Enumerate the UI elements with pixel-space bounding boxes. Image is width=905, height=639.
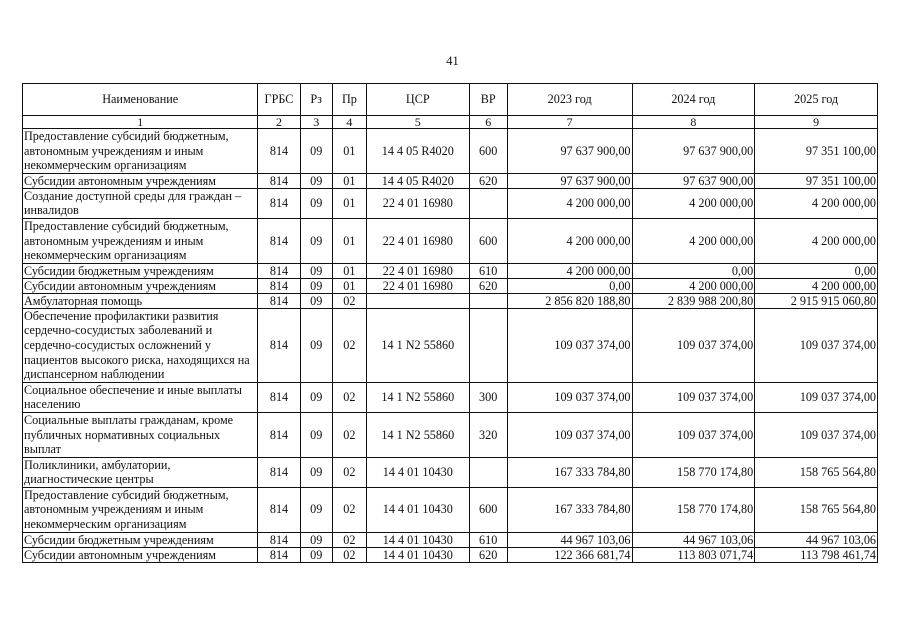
cell-2024: 113 803 071,74 [632,547,755,562]
table-row [23,457,878,487]
cell-pr: 02 [332,487,366,532]
column-number-row [23,116,878,129]
cell-grbs: 814 [258,173,300,188]
cell-2023: 4 200 000,00 [507,263,632,278]
cell-2023: 4 200 000,00 [507,188,632,218]
cell-vr: 600 [469,487,507,532]
column-header-name: Наименование [23,84,258,116]
cell-grbs: 814 [258,308,300,382]
budget-table [22,83,878,563]
cell-grbs: 814 [258,532,300,547]
cell-2024: 4 200 000,00 [632,278,755,293]
column-number: 2 [258,116,300,129]
cell-rz: 09 [300,547,332,562]
column-number: 3 [300,116,332,129]
column-number: 9 [755,116,878,129]
cell-2023: 122 366 681,74 [507,547,632,562]
column-header-vr: ВР [469,84,507,116]
cell-rz: 09 [300,263,332,278]
cell-rz: 09 [300,173,332,188]
cell-rz: 09 [300,382,332,412]
table-row [23,263,878,278]
page-number: 41 [446,54,459,68]
cell-2025: 4 200 000,00 [755,188,878,218]
cell-csr: 22 4 01 16980 [366,263,469,278]
cell-rz: 09 [300,218,332,263]
column-header-2025: 2025 год [755,84,878,116]
cell-vr: 610 [469,532,507,547]
cell-grbs: 814 [258,293,300,308]
cell-csr: 14 4 01 10430 [366,547,469,562]
cell-pr: 01 [332,173,366,188]
cell-vr [469,188,507,218]
column-number: 7 [507,116,632,129]
cell-name: Субсидии автономным учреждениям [23,278,258,293]
cell-2025: 0,00 [755,263,878,278]
column-number: 1 [23,116,258,129]
cell-grbs: 814 [258,487,300,532]
cell-2024: 2 839 988 200,80 [632,293,755,308]
cell-pr: 01 [332,218,366,263]
cell-2025: 44 967 103,06 [755,532,878,547]
cell-grbs: 814 [258,263,300,278]
cell-2023: 109 037 374,00 [507,308,632,382]
table-row [23,487,878,532]
column-number: 8 [632,116,755,129]
cell-2024: 44 967 103,06 [632,532,755,547]
column-number: 6 [469,116,507,129]
cell-name: Предоставление субсидий бюджетным, автономным учреждениям и иным некоммерческим организациям [23,487,258,532]
column-header-pr: Пр [332,84,366,116]
cell-name: Субсидии бюджетным учреждениям [23,263,258,278]
column-number: 5 [366,116,469,129]
cell-vr: 620 [469,173,507,188]
cell-name: Амбулаторная помощь [23,293,258,308]
cell-csr: 14 1 N2 55860 [366,412,469,457]
cell-rz: 09 [300,457,332,487]
cell-pr: 01 [332,129,366,174]
column-header-2024: 2024 год [632,84,755,116]
cell-csr: 14 4 01 10430 [366,457,469,487]
cell-2024: 158 770 174,80 [632,457,755,487]
cell-pr: 02 [332,457,366,487]
table-row [23,382,878,412]
cell-2024: 4 200 000,00 [632,218,755,263]
cell-rz: 09 [300,129,332,174]
cell-2024: 97 637 900,00 [632,129,755,174]
cell-2025: 97 351 100,00 [755,173,878,188]
cell-2024: 4 200 000,00 [632,188,755,218]
column-header-grbs: ГРБС [258,84,300,116]
cell-2025: 109 037 374,00 [755,382,878,412]
cell-2023: 4 200 000,00 [507,218,632,263]
column-header-rz: Рз [300,84,332,116]
cell-grbs: 814 [258,547,300,562]
cell-csr: 14 1 N2 55860 [366,308,469,382]
cell-name: Субсидии автономным учреждениям [23,547,258,562]
cell-rz: 09 [300,188,332,218]
cell-2023: 167 333 784,80 [507,487,632,532]
table-row [23,129,878,174]
cell-grbs: 814 [258,457,300,487]
cell-pr: 01 [332,263,366,278]
cell-vr: 620 [469,547,507,562]
cell-csr: 14 4 01 10430 [366,532,469,547]
table-row [23,218,878,263]
cell-2025: 4 200 000,00 [755,218,878,263]
cell-pr: 02 [332,382,366,412]
cell-2025: 97 351 100,00 [755,129,878,174]
cell-2025: 109 037 374,00 [755,412,878,457]
cell-grbs: 814 [258,129,300,174]
cell-vr [469,308,507,382]
cell-vr: 610 [469,263,507,278]
cell-name: Поликлиники, амбулатории, диагностические центры [23,457,258,487]
cell-2024: 97 637 900,00 [632,173,755,188]
cell-vr [469,457,507,487]
cell-csr: 14 1 N2 55860 [366,382,469,412]
cell-2023: 97 637 900,00 [507,129,632,174]
cell-2024: 0,00 [632,263,755,278]
cell-grbs: 814 [258,382,300,412]
cell-name: Социальное обеспечение и иные выплаты населению [23,382,258,412]
cell-2024: 109 037 374,00 [632,412,755,457]
cell-csr: 14 4 05 R4020 [366,173,469,188]
cell-2023: 44 967 103,06 [507,532,632,547]
cell-pr: 01 [332,278,366,293]
cell-rz: 09 [300,278,332,293]
cell-name: Предоставление субсидий бюджетным, автономным учреждениям и иным некоммерческим организациям [23,129,258,174]
cell-2023: 109 037 374,00 [507,382,632,412]
column-header-csr: ЦСР [366,84,469,116]
cell-vr: 600 [469,129,507,174]
cell-name: Обеспечение профилактики развития сердечно-сосудистых заболеваний и сердечно-сосудистых осложнений у пациентов высокого риска, находящихся на диспансерном наблюдении [23,308,258,382]
cell-vr: 620 [469,278,507,293]
cell-2023: 0,00 [507,278,632,293]
column-number: 4 [332,116,366,129]
cell-name: Предоставление субсидий бюджетным, автономным учреждениям и иным некоммерческим организациям [23,218,258,263]
cell-pr: 02 [332,547,366,562]
table-body [23,129,878,563]
cell-2025: 158 765 564,80 [755,487,878,532]
table-row [23,188,878,218]
cell-csr: 22 4 01 16980 [366,218,469,263]
cell-2023: 2 856 820 188,80 [507,293,632,308]
cell-grbs: 814 [258,412,300,457]
cell-name: Субсидии автономным учреждениям [23,173,258,188]
cell-2023: 109 037 374,00 [507,412,632,457]
cell-pr: 01 [332,188,366,218]
cell-2024: 158 770 174,80 [632,487,755,532]
cell-rz: 09 [300,412,332,457]
cell-2023: 167 333 784,80 [507,457,632,487]
cell-grbs: 814 [258,218,300,263]
cell-vr: 320 [469,412,507,457]
table-row [23,547,878,562]
cell-name: Социальные выплаты гражданам, кроме публичных нормативных социальных выплат [23,412,258,457]
cell-grbs: 814 [258,278,300,293]
cell-vr [469,293,507,308]
cell-2025: 4 200 000,00 [755,278,878,293]
cell-csr [366,293,469,308]
table-row [23,173,878,188]
cell-name: Создание доступной среды для граждан – инвалидов [23,188,258,218]
cell-pr: 02 [332,308,366,382]
cell-2025: 109 037 374,00 [755,308,878,382]
cell-csr: 14 4 01 10430 [366,487,469,532]
cell-pr: 02 [332,412,366,457]
cell-rz: 09 [300,532,332,547]
cell-2023: 97 637 900,00 [507,173,632,188]
table-row [23,532,878,547]
cell-rz: 09 [300,293,332,308]
table-row [23,412,878,457]
cell-vr: 300 [469,382,507,412]
cell-rz: 09 [300,487,332,532]
cell-2025: 113 798 461,74 [755,547,878,562]
cell-2024: 109 037 374,00 [632,382,755,412]
cell-rz: 09 [300,308,332,382]
table-row [23,278,878,293]
cell-2025: 158 765 564,80 [755,457,878,487]
cell-pr: 02 [332,532,366,547]
cell-csr: 22 4 01 16980 [366,278,469,293]
cell-pr: 02 [332,293,366,308]
table-header [23,84,878,129]
cell-name: Субсидии бюджетным учреждениям [23,532,258,547]
cell-csr: 14 4 05 R4020 [366,129,469,174]
column-header-2023: 2023 год [507,84,632,116]
cell-csr: 22 4 01 16980 [366,188,469,218]
cell-2025: 2 915 915 060,80 [755,293,878,308]
table-row [23,293,878,308]
cell-grbs: 814 [258,188,300,218]
cell-vr: 600 [469,218,507,263]
table-row [23,308,878,382]
cell-2024: 109 037 374,00 [632,308,755,382]
